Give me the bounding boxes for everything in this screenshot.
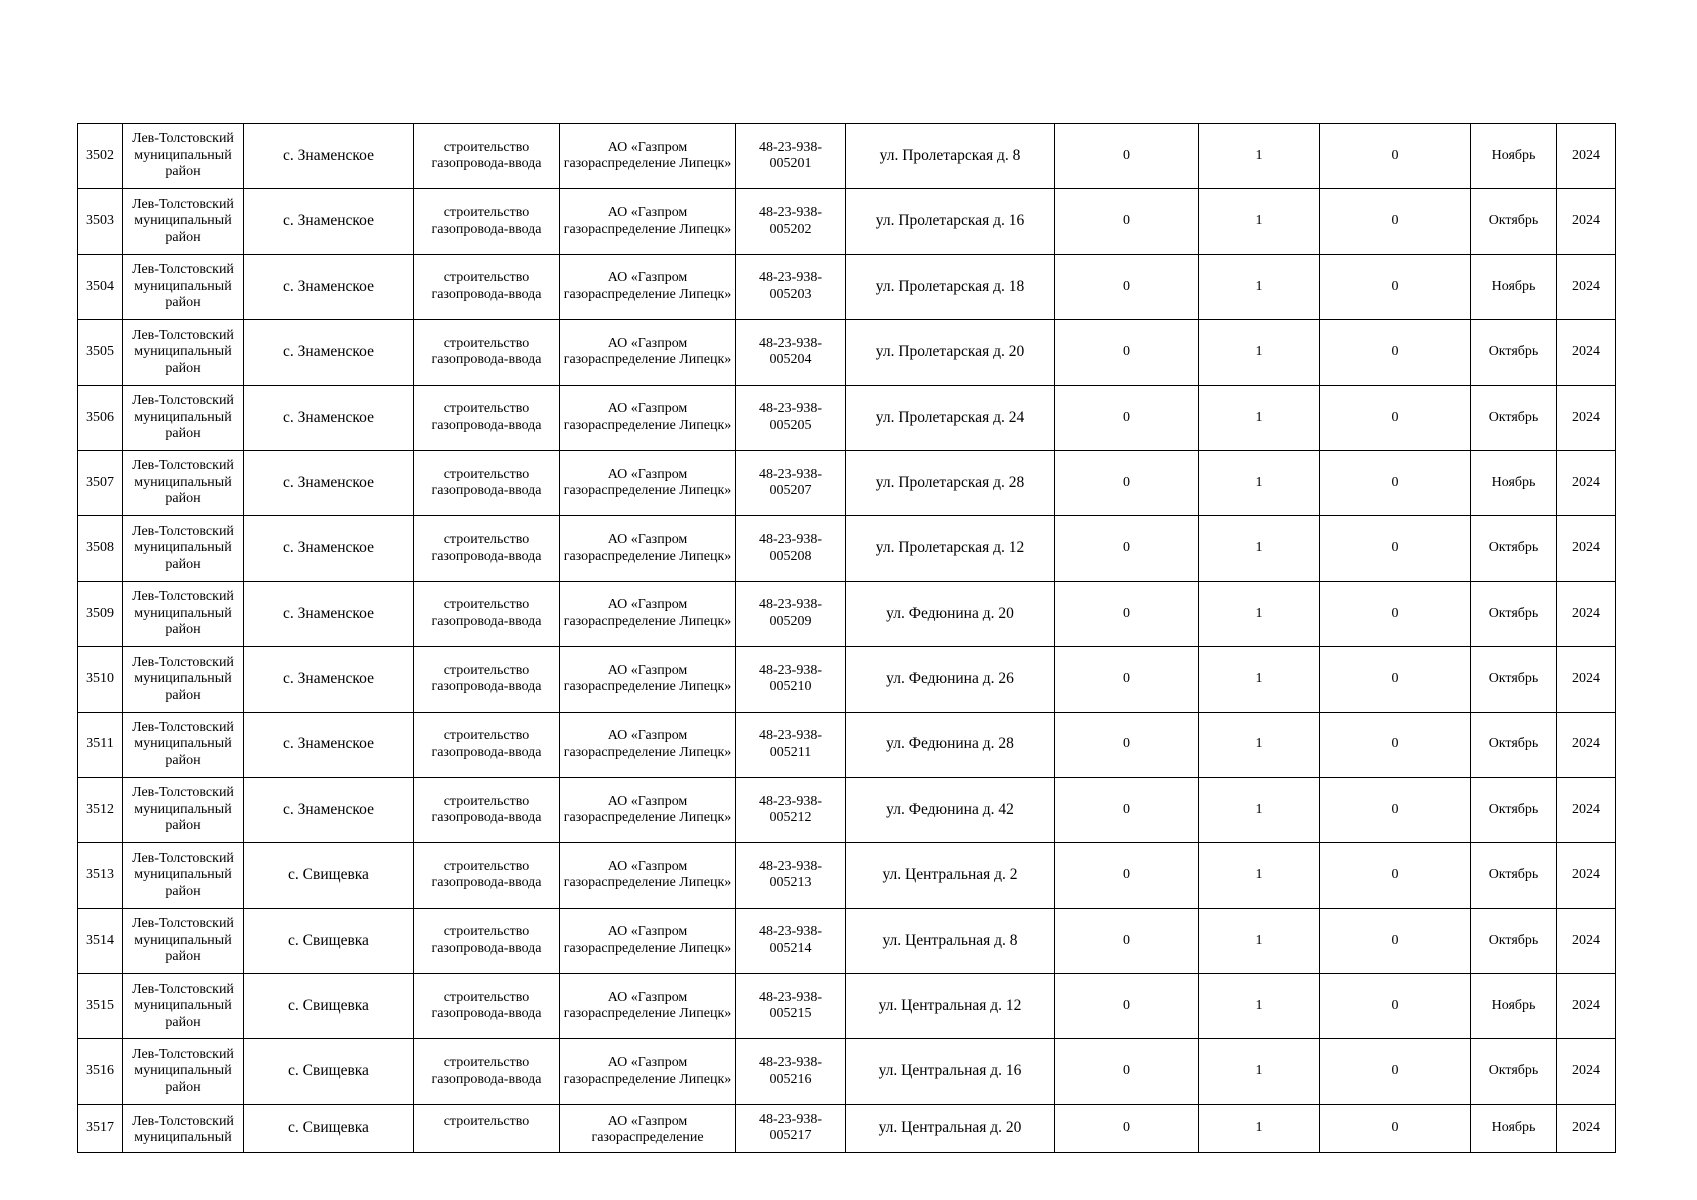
- work-type-cell: строительство газопровода-ввода: [414, 385, 560, 450]
- count-2-cell: 1: [1199, 320, 1320, 385]
- address-cell: ул. Федюнина д. 20: [846, 581, 1055, 646]
- year-cell: 2024: [1557, 320, 1616, 385]
- month-cell: Октябрь: [1471, 647, 1557, 712]
- organization-cell: АО «Газпром газораспределение Липецк»: [560, 189, 736, 254]
- year-cell: 2024: [1557, 254, 1616, 319]
- count-3-cell: 0: [1320, 647, 1471, 712]
- work-type-cell: строительство газопровода-ввода: [414, 712, 560, 777]
- year-cell: 2024: [1557, 450, 1616, 515]
- address-cell: ул. Федюнина д. 28: [846, 712, 1055, 777]
- count-1-cell: 0: [1055, 1104, 1199, 1152]
- table-row: [78, 712, 1616, 777]
- district-cell: Лев-Толстовский муниципальный район: [123, 189, 244, 254]
- count-1-cell: 0: [1055, 1039, 1199, 1104]
- year-cell: 2024: [1557, 647, 1616, 712]
- code-cell: 48-23-938-005208: [736, 516, 846, 581]
- year-cell: 2024: [1557, 1039, 1616, 1104]
- address-cell: ул. Пролетарская д. 28: [846, 450, 1055, 515]
- address-cell: ул. Пролетарская д. 8: [846, 124, 1055, 189]
- district-cell: Лев-Толстовский муниципальный район: [123, 647, 244, 712]
- count-1-cell: 0: [1055, 843, 1199, 908]
- code-cell: 48-23-938-005216: [736, 1039, 846, 1104]
- count-2-cell: 1: [1199, 647, 1320, 712]
- code-cell: 48-23-938-005204: [736, 320, 846, 385]
- work-type-cell: строительство газопровода-ввода: [414, 189, 560, 254]
- table-row: [78, 908, 1616, 973]
- table-row: [78, 189, 1616, 254]
- work-type-cell: строительство газопровода-ввода: [414, 843, 560, 908]
- count-2-cell: 1: [1199, 581, 1320, 646]
- month-cell: Октябрь: [1471, 1039, 1557, 1104]
- work-type-cell: строительство газопровода-ввода: [414, 908, 560, 973]
- code-cell: 48-23-938-005213: [736, 843, 846, 908]
- organization-cell: АО «Газпром газораспределение Липецк»: [560, 450, 736, 515]
- row-number: 3503: [78, 189, 123, 254]
- count-3-cell: 0: [1320, 1039, 1471, 1104]
- village-cell: с. Знаменское: [244, 124, 414, 189]
- work-type-cell: строительство газопровода-ввода: [414, 516, 560, 581]
- district-cell: Лев-Толстовский муниципальный район: [123, 124, 244, 189]
- count-1-cell: 0: [1055, 189, 1199, 254]
- row-number: 3517: [78, 1104, 123, 1152]
- organization-cell: АО «Газпром газораспределение: [560, 1104, 736, 1152]
- count-1-cell: 0: [1055, 581, 1199, 646]
- code-cell: 48-23-938-005207: [736, 450, 846, 515]
- year-cell: 2024: [1557, 908, 1616, 973]
- count-2-cell: 1: [1199, 777, 1320, 842]
- work-type-cell: строительство: [414, 1104, 560, 1152]
- district-cell: Лев-Толстовский муниципальный район: [123, 450, 244, 515]
- count-1-cell: 0: [1055, 320, 1199, 385]
- year-cell: 2024: [1557, 516, 1616, 581]
- count-2-cell: 1: [1199, 124, 1320, 189]
- count-3-cell: 0: [1320, 254, 1471, 319]
- table-row: [78, 1039, 1616, 1104]
- table-row: [78, 320, 1616, 385]
- row-number: 3502: [78, 124, 123, 189]
- code-cell: 48-23-938-005202: [736, 189, 846, 254]
- row-number: 3516: [78, 1039, 123, 1104]
- village-cell: с. Знаменское: [244, 385, 414, 450]
- work-type-cell: строительство газопровода-ввода: [414, 777, 560, 842]
- year-cell: 2024: [1557, 712, 1616, 777]
- code-cell: 48-23-938-005217: [736, 1104, 846, 1152]
- address-cell: ул. Центральная д. 8: [846, 908, 1055, 973]
- row-number: 3506: [78, 385, 123, 450]
- row-number: 3504: [78, 254, 123, 319]
- address-cell: ул. Пролетарская д. 12: [846, 516, 1055, 581]
- month-cell: Ноябрь: [1471, 1104, 1557, 1152]
- count-3-cell: 0: [1320, 777, 1471, 842]
- row-number: 3505: [78, 320, 123, 385]
- month-cell: Октябрь: [1471, 908, 1557, 973]
- year-cell: 2024: [1557, 1104, 1616, 1152]
- year-cell: 2024: [1557, 974, 1616, 1039]
- village-cell: с. Знаменское: [244, 189, 414, 254]
- code-cell: 48-23-938-005210: [736, 647, 846, 712]
- district-cell: Лев-Толстовский муниципальный район: [123, 843, 244, 908]
- village-cell: с. Знаменское: [244, 320, 414, 385]
- year-cell: 2024: [1557, 581, 1616, 646]
- village-cell: с. Знаменское: [244, 777, 414, 842]
- code-cell: 48-23-938-005205: [736, 385, 846, 450]
- count-1-cell: 0: [1055, 516, 1199, 581]
- row-number: 3515: [78, 974, 123, 1039]
- month-cell: Октябрь: [1471, 516, 1557, 581]
- count-3-cell: 0: [1320, 385, 1471, 450]
- table-row: [78, 647, 1616, 712]
- village-cell: с. Знаменское: [244, 450, 414, 515]
- code-cell: 48-23-938-005211: [736, 712, 846, 777]
- year-cell: 2024: [1557, 777, 1616, 842]
- work-type-cell: строительство газопровода-ввода: [414, 124, 560, 189]
- code-cell: 48-23-938-005201: [736, 124, 846, 189]
- district-cell: Лев-Толстовский муниципальный район: [123, 516, 244, 581]
- work-type-cell: строительство газопровода-ввода: [414, 581, 560, 646]
- address-cell: ул. Пролетарская д. 16: [846, 189, 1055, 254]
- district-cell: Лев-Толстовский муниципальный район: [123, 254, 244, 319]
- village-cell: с. Знаменское: [244, 516, 414, 581]
- district-cell: Лев-Толстовский муниципальный: [123, 1104, 244, 1152]
- village-cell: с. Свищевка: [244, 843, 414, 908]
- count-2-cell: 1: [1199, 1039, 1320, 1104]
- table-row: [78, 516, 1616, 581]
- row-number: 3512: [78, 777, 123, 842]
- work-type-cell: строительство газопровода-ввода: [414, 1039, 560, 1104]
- organization-cell: АО «Газпром газораспределение Липецк»: [560, 516, 736, 581]
- count-3-cell: 0: [1320, 712, 1471, 777]
- village-cell: с. Знаменское: [244, 581, 414, 646]
- month-cell: Октябрь: [1471, 385, 1557, 450]
- count-1-cell: 0: [1055, 712, 1199, 777]
- organization-cell: АО «Газпром газораспределение Липецк»: [560, 581, 736, 646]
- code-cell: 48-23-938-005203: [736, 254, 846, 319]
- count-2-cell: 1: [1199, 254, 1320, 319]
- table-row: [78, 1104, 1616, 1152]
- count-1-cell: 0: [1055, 974, 1199, 1039]
- count-1-cell: 0: [1055, 124, 1199, 189]
- table-row: [78, 974, 1616, 1039]
- work-type-cell: строительство газопровода-ввода: [414, 974, 560, 1039]
- count-3-cell: 0: [1320, 908, 1471, 973]
- village-cell: с. Свищевка: [244, 1104, 414, 1152]
- organization-cell: АО «Газпром газораспределение Липецк»: [560, 843, 736, 908]
- row-number: 3507: [78, 450, 123, 515]
- count-3-cell: 0: [1320, 974, 1471, 1039]
- village-cell: с. Знаменское: [244, 712, 414, 777]
- row-number: 3508: [78, 516, 123, 581]
- address-cell: ул. Пролетарская д. 18: [846, 254, 1055, 319]
- village-cell: с. Знаменское: [244, 647, 414, 712]
- count-2-cell: 1: [1199, 1104, 1320, 1152]
- month-cell: Октябрь: [1471, 320, 1557, 385]
- month-cell: Ноябрь: [1471, 124, 1557, 189]
- count-3-cell: 0: [1320, 189, 1471, 254]
- work-type-cell: строительство газопровода-ввода: [414, 450, 560, 515]
- district-cell: Лев-Толстовский муниципальный район: [123, 581, 244, 646]
- year-cell: 2024: [1557, 124, 1616, 189]
- district-cell: Лев-Толстовский муниципальный район: [123, 385, 244, 450]
- count-1-cell: 0: [1055, 385, 1199, 450]
- address-cell: ул. Центральная д. 20: [846, 1104, 1055, 1152]
- district-cell: Лев-Толстовский муниципальный район: [123, 1039, 244, 1104]
- village-cell: с. Свищевка: [244, 974, 414, 1039]
- address-cell: ул. Федюнина д. 42: [846, 777, 1055, 842]
- count-3-cell: 0: [1320, 450, 1471, 515]
- code-cell: 48-23-938-005209: [736, 581, 846, 646]
- organization-cell: АО «Газпром газораспределение Липецк»: [560, 647, 736, 712]
- count-2-cell: 1: [1199, 516, 1320, 581]
- work-type-cell: строительство газопровода-ввода: [414, 320, 560, 385]
- count-2-cell: 1: [1199, 908, 1320, 973]
- count-2-cell: 1: [1199, 189, 1320, 254]
- code-cell: 48-23-938-005215: [736, 974, 846, 1039]
- address-cell: ул. Федюнина д. 26: [846, 647, 1055, 712]
- count-3-cell: 0: [1320, 124, 1471, 189]
- address-cell: ул. Пролетарская д. 20: [846, 320, 1055, 385]
- count-2-cell: 1: [1199, 974, 1320, 1039]
- organization-cell: АО «Газпром газораспределение Липецк»: [560, 908, 736, 973]
- table-row: [78, 254, 1616, 319]
- village-cell: с. Свищевка: [244, 908, 414, 973]
- count-3-cell: 0: [1320, 581, 1471, 646]
- table-body: [78, 124, 1616, 1153]
- month-cell: Ноябрь: [1471, 254, 1557, 319]
- organization-cell: АО «Газпром газораспределение Липецк»: [560, 712, 736, 777]
- count-2-cell: 1: [1199, 450, 1320, 515]
- organization-cell: АО «Газпром газораспределение Липецк»: [560, 777, 736, 842]
- address-cell: ул. Центральная д. 12: [846, 974, 1055, 1039]
- organization-cell: АО «Газпром газораспределение Липецк»: [560, 974, 736, 1039]
- month-cell: Октябрь: [1471, 189, 1557, 254]
- table-row: [78, 385, 1616, 450]
- district-cell: Лев-Толстовский муниципальный район: [123, 712, 244, 777]
- table-row: [78, 124, 1616, 189]
- count-3-cell: 0: [1320, 320, 1471, 385]
- month-cell: Октябрь: [1471, 712, 1557, 777]
- code-cell: 48-23-938-005214: [736, 908, 846, 973]
- address-cell: ул. Пролетарская д. 24: [846, 385, 1055, 450]
- month-cell: Ноябрь: [1471, 974, 1557, 1039]
- year-cell: 2024: [1557, 843, 1616, 908]
- count-1-cell: 0: [1055, 647, 1199, 712]
- district-cell: Лев-Толстовский муниципальный район: [123, 777, 244, 842]
- records-table: [77, 123, 1616, 1153]
- count-3-cell: 0: [1320, 843, 1471, 908]
- address-cell: ул. Центральная д. 2: [846, 843, 1055, 908]
- count-3-cell: 0: [1320, 516, 1471, 581]
- row-number: 3510: [78, 647, 123, 712]
- work-type-cell: строительство газопровода-ввода: [414, 254, 560, 319]
- row-number: 3511: [78, 712, 123, 777]
- count-2-cell: 1: [1199, 712, 1320, 777]
- year-cell: 2024: [1557, 189, 1616, 254]
- row-number: 3513: [78, 843, 123, 908]
- work-type-cell: строительство газопровода-ввода: [414, 647, 560, 712]
- code-cell: 48-23-938-005212: [736, 777, 846, 842]
- table-row: [78, 581, 1616, 646]
- month-cell: Октябрь: [1471, 843, 1557, 908]
- village-cell: с. Свищевка: [244, 1039, 414, 1104]
- district-cell: Лев-Толстовский муниципальный район: [123, 908, 244, 973]
- organization-cell: АО «Газпром газораспределение Липецк»: [560, 320, 736, 385]
- count-3-cell: 0: [1320, 1104, 1471, 1152]
- count-1-cell: 0: [1055, 908, 1199, 973]
- district-cell: Лев-Толстовский муниципальный район: [123, 974, 244, 1039]
- count-1-cell: 0: [1055, 254, 1199, 319]
- village-cell: с. Знаменское: [244, 254, 414, 319]
- organization-cell: АО «Газпром газораспределение Липецк»: [560, 254, 736, 319]
- organization-cell: АО «Газпром газораспределение Липецк»: [560, 124, 736, 189]
- row-number: 3509: [78, 581, 123, 646]
- month-cell: Октябрь: [1471, 777, 1557, 842]
- count-2-cell: 1: [1199, 385, 1320, 450]
- table-row: [78, 777, 1616, 842]
- count-1-cell: 0: [1055, 450, 1199, 515]
- table-row: [78, 843, 1616, 908]
- count-2-cell: 1: [1199, 843, 1320, 908]
- table-row: [78, 450, 1616, 515]
- month-cell: Октябрь: [1471, 581, 1557, 646]
- year-cell: 2024: [1557, 385, 1616, 450]
- address-cell: ул. Центральная д. 16: [846, 1039, 1055, 1104]
- district-cell: Лев-Толстовский муниципальный район: [123, 320, 244, 385]
- month-cell: Ноябрь: [1471, 450, 1557, 515]
- row-number: 3514: [78, 908, 123, 973]
- count-1-cell: 0: [1055, 777, 1199, 842]
- organization-cell: АО «Газпром газораспределение Липецк»: [560, 1039, 736, 1104]
- organization-cell: АО «Газпром газораспределение Липецк»: [560, 385, 736, 450]
